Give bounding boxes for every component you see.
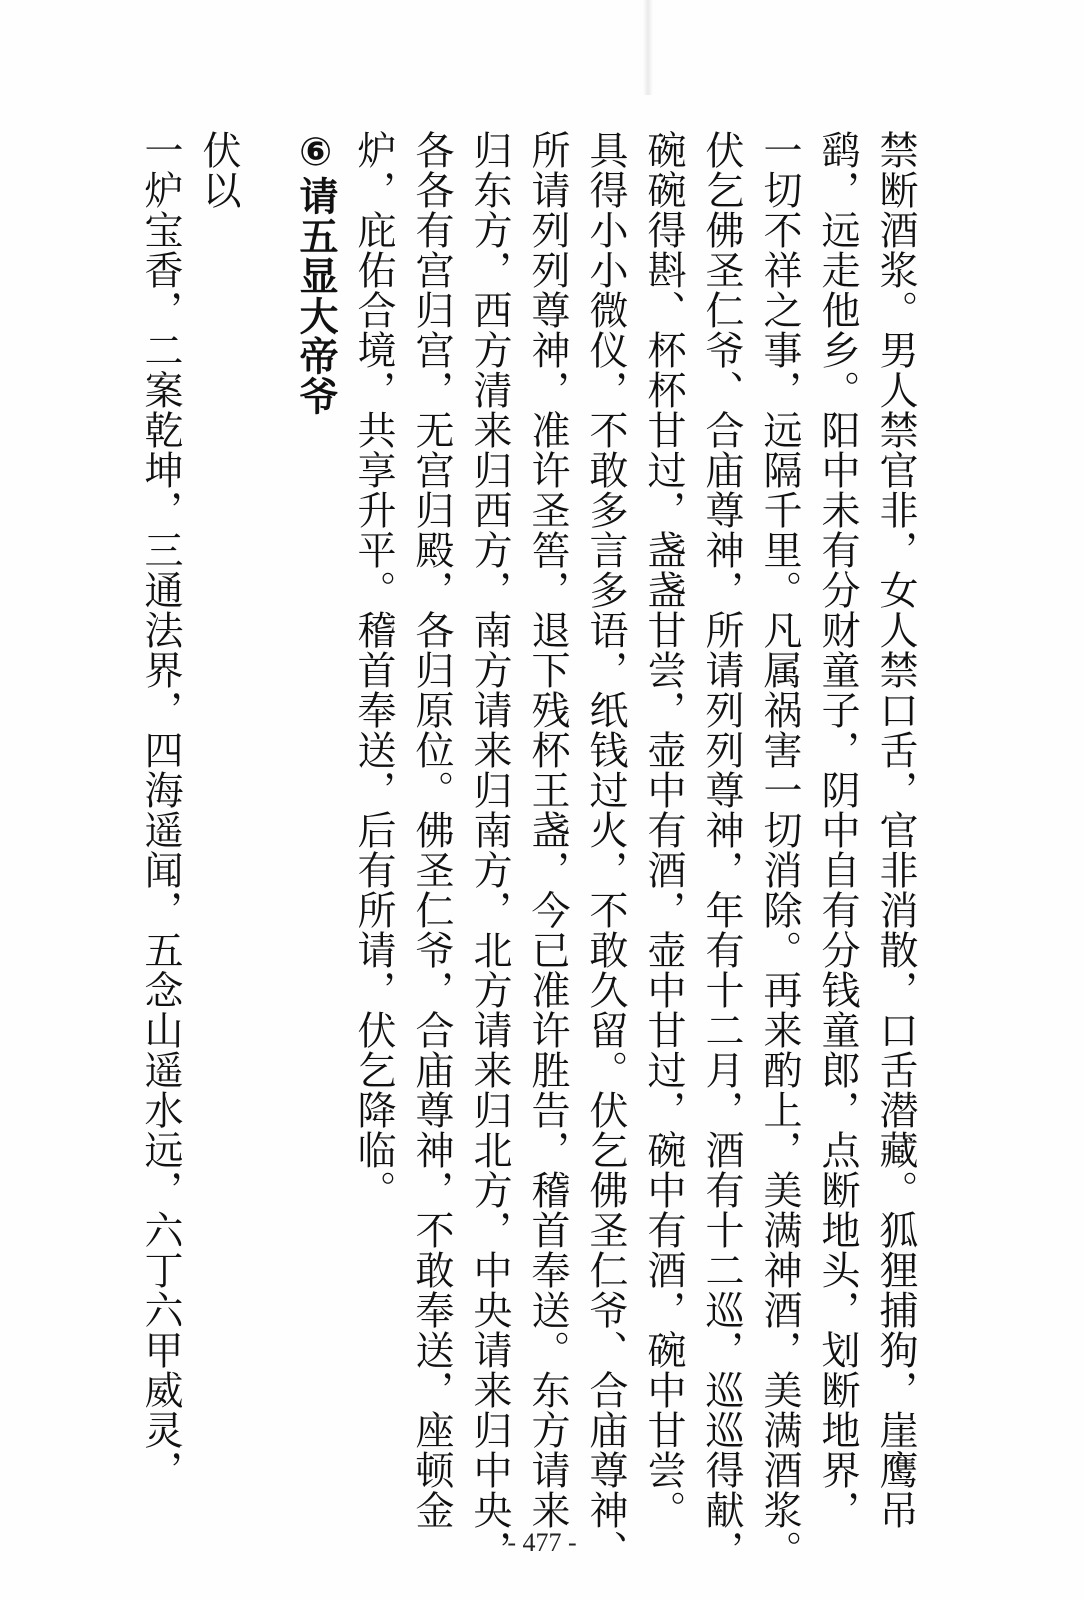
- text-line: 一切不祥之事，远隔千里。凡属祸害一切消除。再来酌上，美满神酒，美满酒浆。: [757, 130, 802, 1570]
- text-line: 炉，庇佑合境，共享升平。稽首奉送，后有所请，伏乞降临。: [351, 130, 396, 1210]
- section-heading: ⑥请五显大帝爷: [293, 130, 338, 416]
- opening-phrase: 伏以: [196, 130, 241, 210]
- text-line: 伏乞佛圣仁爷、合庙尊神，所请列列尊神，年有十二月，酒有十二巡，巡巡得献，: [699, 130, 744, 1570]
- text-line: 归东方，西方清来归西方，南方请来归南方，北方请来归北方，中央请来归中央，: [467, 130, 512, 1570]
- text-line: 各各有宫归宫，无宫归殿，各归原位。佛圣仁爷，合庙尊神，不敢奉送，座顿金: [409, 130, 454, 1530]
- text-line: 所请列列尊神，准许圣筶，退下残杯王盏，今已准许胜告，稽首奉送。东方请来: [525, 130, 570, 1530]
- text-line: 一炉宝香，二案乾坤，三通法界，四海遥闻，五念山遥水远，六丁六甲威灵，: [138, 130, 183, 1490]
- text-line: 禁断酒浆。男人禁官非，女人禁口舌，官非消散，口舌潜藏。狐狸捕狗，崖鹰吊: [873, 130, 918, 1530]
- text-line: 鹞，远走他乡。阳中未有分财童子，阴中自有分钱童郎，点断地头，划断地界，: [815, 130, 860, 1530]
- text-line: 具得小小微仪，不敢多言多语，纸钱过火，不敢久留。伏乞佛圣仁爷、合庙尊神、: [583, 130, 628, 1570]
- text-line: 碗碗得斟、杯杯甘过，盏盏甘尝，壶中有酒，壶中甘过，碗中有酒，碗中甘尝。: [641, 130, 686, 1530]
- page-number: - 477 -: [507, 1528, 577, 1557]
- scan-artifact: [643, 0, 653, 95]
